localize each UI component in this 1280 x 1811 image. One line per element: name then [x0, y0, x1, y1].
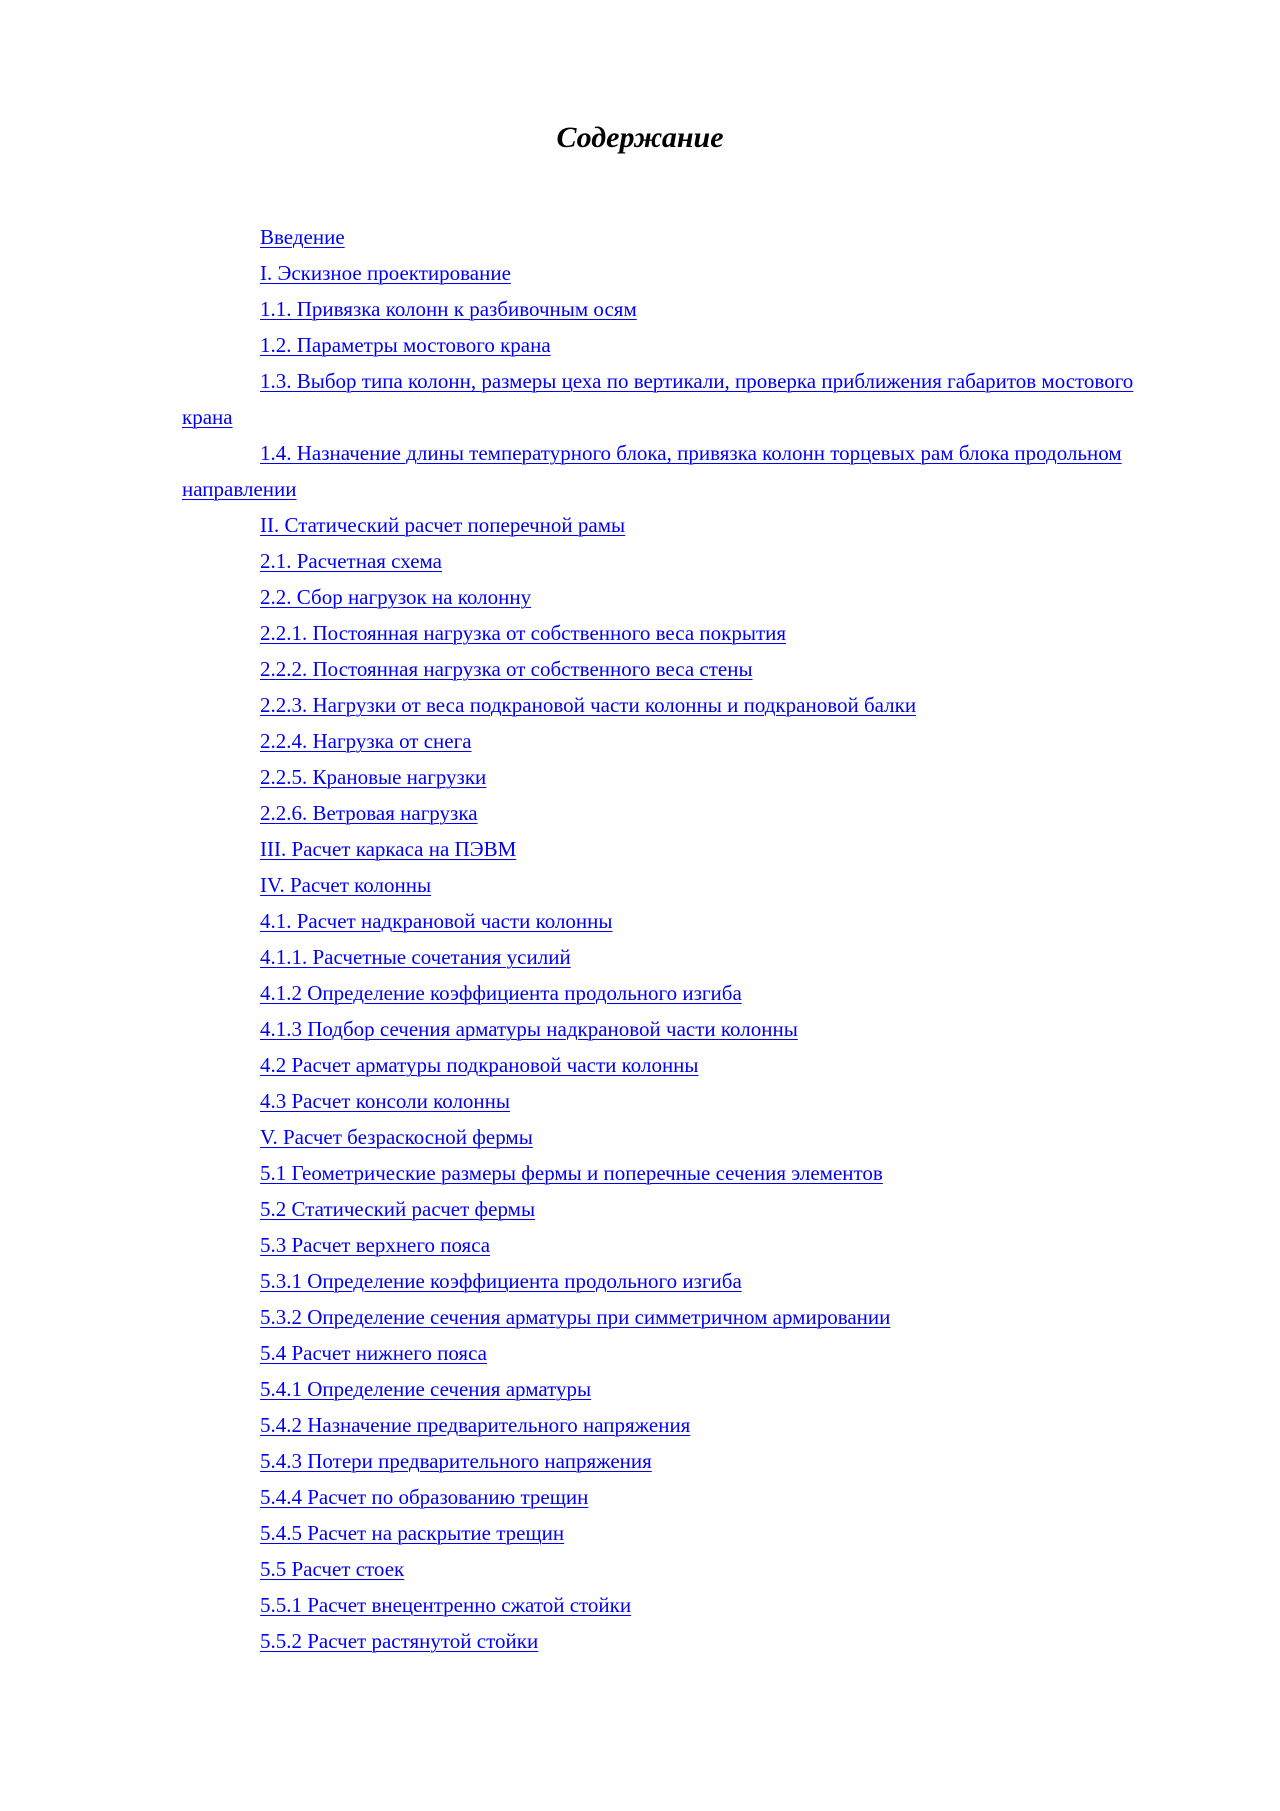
toc-link[interactable]: 1.3. Выбор типа колонн, размеры цеха по вертикали, проверка приближения габаритов мостового крана: [182, 369, 1134, 429]
toc-entry: [182, 255, 1168, 291]
toc-link[interactable]: 5.4.1 Определение сечения арматуры: [260, 1377, 592, 1401]
toc-entry: [182, 615, 1168, 651]
toc-entry: [182, 1623, 1168, 1659]
toc-entry: [182, 1479, 1168, 1515]
toc-entry: [182, 723, 1168, 759]
toc-entry: [182, 363, 1168, 435]
toc-entry: [182, 975, 1168, 1011]
toc-link[interactable]: 5.4.3 Потери предварительного напряжения: [260, 1449, 652, 1473]
toc-link[interactable]: 5.5.1 Расчет внецентренно сжатой стойки: [260, 1593, 632, 1617]
toc-entry: [182, 1587, 1168, 1623]
toc-link[interactable]: 5.4 Расчет нижнего пояса: [260, 1341, 487, 1365]
toc-entry: [182, 1443, 1168, 1479]
toc-entry: [182, 1551, 1168, 1587]
toc-entry: [182, 795, 1168, 831]
toc-link[interactable]: 5.4.2 Назначение предварительного напряжения: [260, 1413, 691, 1437]
toc-entry: [182, 831, 1168, 867]
toc-link[interactable]: 4.1.2 Определение коэффициента продольного изгиба: [260, 981, 742, 1005]
toc-entry: [182, 291, 1168, 327]
toc-entry: [182, 1191, 1168, 1227]
toc-link[interactable]: IV. Расчет колонны: [260, 873, 432, 897]
toc-entry: [182, 327, 1168, 363]
toc-link[interactable]: 5.2 Статический расчет фермы: [260, 1197, 536, 1221]
toc-entry: [182, 1407, 1168, 1443]
toc-link[interactable]: 2.2.4. Нагрузка от снега: [260, 729, 472, 753]
toc-link[interactable]: 2.1. Расчетная схема: [260, 549, 442, 573]
toc-entry: [182, 759, 1168, 795]
toc-link[interactable]: 4.1. Расчет надкрановой части колонны: [260, 909, 613, 933]
toc-entry: [182, 867, 1168, 903]
toc-link[interactable]: 4.1.3 Подбор сечения арматуры надкрановой части колонны: [260, 1017, 798, 1041]
toc-link[interactable]: 4.3 Расчет консоли колонны: [260, 1089, 511, 1113]
toc-entry: [182, 687, 1168, 723]
toc-entry: [182, 1371, 1168, 1407]
toc-link[interactable]: V. Расчет безраскосной фермы: [260, 1125, 533, 1149]
toc-link[interactable]: 1.4. Назначение длины температурного блока, привязка колонн торцевых рам блока продольном направлении: [182, 441, 1122, 501]
toc-link[interactable]: 1.2. Параметры мостового крана: [260, 333, 551, 357]
toc-link[interactable]: 5.3.1 Определение коэффициента продольного изгиба: [260, 1269, 742, 1293]
toc-link[interactable]: 4.1.1. Расчетные сочетания усилий: [260, 945, 571, 969]
toc-link[interactable]: 2.2.2. Постоянная нагрузка от собственного веса стены: [260, 657, 753, 681]
toc-entry: [182, 507, 1168, 543]
toc-link[interactable]: 5.3 Расчет верхнего пояса: [260, 1233, 491, 1257]
toc-entry: [182, 435, 1168, 507]
toc-link[interactable]: 5.5.2 Расчет растянутой стойки: [260, 1629, 539, 1653]
toc-entry: [182, 1047, 1168, 1083]
toc-entry: [182, 1515, 1168, 1551]
toc-entry: [182, 1083, 1168, 1119]
table-of-contents: [182, 219, 1168, 1659]
toc-link[interactable]: 2.2.6. Ветровая нагрузка: [260, 801, 478, 825]
toc-link[interactable]: 5.5 Расчет стоек: [260, 1557, 405, 1581]
toc-entry: [182, 543, 1168, 579]
toc-entry: [182, 1335, 1168, 1371]
toc-link[interactable]: II. Статический расчет поперечной рамы: [260, 513, 626, 537]
toc-link[interactable]: 2.2.3. Нагрузки от веса подкрановой части колонны и подкрановой балки: [260, 693, 917, 717]
toc-entry: [182, 651, 1168, 687]
toc-link[interactable]: III. Расчет каркаса на ПЭВМ: [260, 837, 517, 861]
toc-entry: [182, 579, 1168, 615]
toc-link[interactable]: 2.2.5. Крановые нагрузки: [260, 765, 487, 789]
toc-entry: [182, 1119, 1168, 1155]
toc-entry: [182, 903, 1168, 939]
toc-link[interactable]: 5.3.2 Определение сечения арматуры при симметричном армировании: [260, 1305, 891, 1329]
toc-entry: [182, 1263, 1168, 1299]
toc-entry: [182, 1227, 1168, 1263]
toc-entry: [182, 1299, 1168, 1335]
toc-link[interactable]: 1.1. Привязка колонн к разбивочным осям: [260, 297, 637, 321]
toc-entry: [182, 939, 1168, 975]
toc-entry: [182, 1011, 1168, 1047]
toc-entry: [182, 1155, 1168, 1191]
toc-link[interactable]: I. Эскизное проектирование: [260, 261, 511, 285]
toc-link[interactable]: 2.2.1. Постоянная нагрузка от собственного веса покрытия: [260, 621, 787, 645]
toc-link[interactable]: 2.2. Сбор нагрузок на колонну: [260, 585, 532, 609]
toc-link[interactable]: 5.1 Геометрические размеры фермы и поперечные сечения элементов: [260, 1161, 883, 1185]
toc-link[interactable]: 4.2 Расчет арматуры подкрановой части колонны: [260, 1053, 699, 1077]
toc-entry: [182, 219, 1168, 255]
toc-link[interactable]: 5.4.5 Расчет на раскрытие трещин: [260, 1521, 565, 1545]
toc-link[interactable]: Введение: [260, 225, 345, 249]
toc-link[interactable]: 5.4.4 Расчет по образованию трещин: [260, 1485, 589, 1509]
page-title: Содержание: [556, 121, 724, 154]
